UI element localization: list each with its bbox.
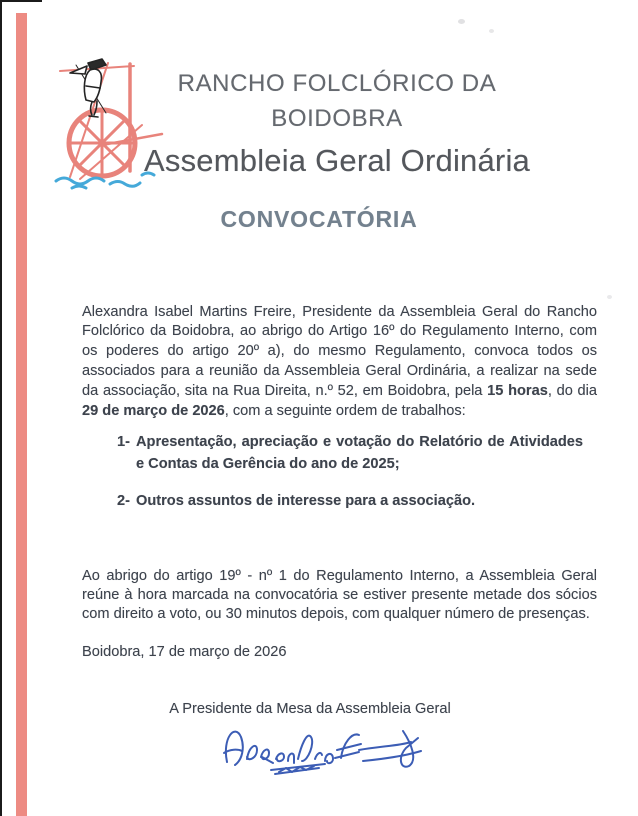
- org-name-line1: RANCHO FOLCLÓRICO DA: [177, 70, 497, 97]
- intro-text-3: , com a seguinte ordem de trabalhos:: [224, 402, 466, 419]
- scan-speck: [489, 29, 494, 33]
- agenda-item: [117, 432, 583, 475]
- agenda-item-number: 2-: [117, 493, 130, 509]
- document-header: [36, 66, 638, 179]
- agenda-item-text: Outros assuntos de interesse para a associação.: [136, 493, 476, 509]
- agenda-item-number: 1-: [117, 434, 130, 450]
- agenda-item: [117, 491, 583, 513]
- scan-speck: [458, 19, 465, 24]
- document-subtitle: Assembleia Geral Ordinária: [144, 143, 530, 178]
- quorum-paragraph: Ao abrigo do artigo 19º - nº 1 do Regulamento Interno, a Assembleia Geral reúne à hora marcada na convocatória se estiver presente metade dos sócios com direito a voto, ou 30 minutos depois, com qualquer número de presenças.: [82, 567, 597, 623]
- document-heading: CONVOCATÓRIA: [220, 206, 418, 232]
- intro-text-2: , do dia: [547, 382, 598, 399]
- agenda-item-text: Apresentação, apreciação e votação do Relatório de Atividades e Contas da Gerência do ano de 2025;: [136, 434, 583, 472]
- meeting-date: 29 de março de 2026: [82, 402, 225, 419]
- org-name-line2: BOIDOBRA: [271, 105, 403, 132]
- intro-text-1: Alexandra Isabel Martins Freire, Presidente da Assembleia Geral do Rancho Folclórico da Boidobra, ao abrigo do Artigo 16º do Regulamento Interno, com os poderes do artigo 20º a), do mesmo Regulamento, convoca todos os associados para a reunião da Assembleia Geral Ordinária, a realizar na sede da associação, sita na Rua Direita, n.º 52, em Boidobra, pela: [82, 303, 597, 399]
- intro-paragraph: [82, 303, 597, 422]
- scan-binder-strip: [16, 13, 27, 816]
- dateline: Boidobra, 17 de março de 2026: [82, 644, 287, 660]
- handwritten-signature: [213, 716, 431, 780]
- meeting-time: 15 horas: [487, 382, 548, 399]
- signature-title: A Presidente da Mesa da Assembleia Geral: [169, 701, 451, 717]
- scan-speck: [607, 295, 612, 299]
- agenda-list: [117, 432, 583, 529]
- scan-edge-line-left: [0, 0, 2, 816]
- scan-edge-line-top: [0, 0, 42, 2]
